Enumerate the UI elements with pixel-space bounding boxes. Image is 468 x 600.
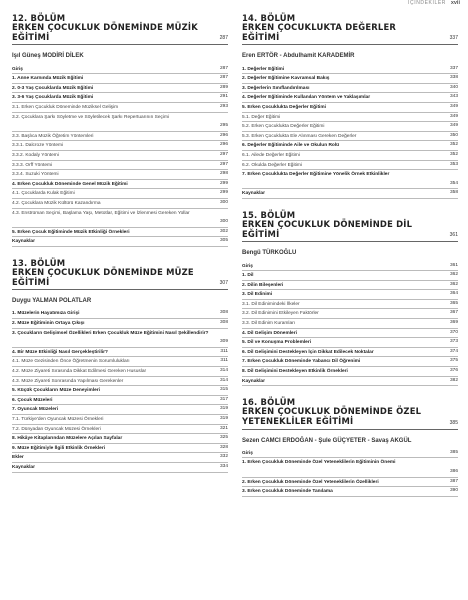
toc-entry[interactable]	[242, 122, 458, 132]
toc-entry-title: 6. Dil Gelişimini Destekleyen İçin Dikkat Edilecek Noktalar	[242, 349, 374, 355]
toc-entry[interactable]	[242, 478, 458, 488]
toc-entry[interactable]	[242, 271, 458, 281]
toc-entry[interactable]	[12, 113, 228, 132]
toc-entry-title: 5. Erken Çocuk Eğitiminde Müzik Etkinliği Örnekleri	[12, 229, 130, 235]
toc-entry-page: 349	[449, 122, 458, 131]
toc-entry-page: 385	[449, 449, 458, 458]
chapter-title-row	[12, 23, 228, 45]
chapter-number: 12. BÖLÜM	[12, 13, 66, 23]
toc-entry-title: 4. Dil Gelişim Dönemleri	[242, 330, 297, 336]
toc-entry[interactable]	[12, 309, 228, 319]
toc-entry-page: 296	[219, 132, 228, 141]
toc-entry-page: 367	[449, 309, 458, 318]
toc-entry-page: 354	[449, 179, 458, 189]
toc-entry-title: 3. Değerlerin Sınıflandırılması	[242, 85, 310, 91]
toc-entry[interactable]	[12, 141, 228, 151]
chapter-title: ERKEN ÇOCUKLUK DÖNEMİNDE MÜZE EĞİTİMİ	[12, 267, 194, 287]
toc-entry[interactable]	[12, 319, 228, 329]
toc-entry-title: 7.2. Dünyadan Oyuncak Müzesi Örnekleri	[12, 426, 101, 432]
page-number: xvii	[450, 0, 460, 6]
toc-entry-page: 315	[219, 386, 228, 395]
toc-entry[interactable]	[12, 415, 228, 425]
toc-entry-title: 4.1. Çocuklarda Kulak Eğitimi	[12, 191, 75, 197]
toc-entry-title: 2. Dilin Bileşenleri	[242, 282, 284, 288]
toc-entry[interactable]	[12, 199, 228, 209]
toc-entry-title: 3.2. Dil Edinimini Etkileyen Faktörler	[242, 311, 319, 317]
chapter-block	[242, 211, 458, 386]
toc-entry-title: 5.2. Erken Çocuklukta Değerler Eğitimi	[242, 124, 325, 130]
toc-entry[interactable]	[242, 338, 458, 348]
toc-entry[interactable]	[242, 377, 458, 387]
toc-entry-page: 350	[449, 132, 458, 141]
toc-entry-page: 337	[449, 65, 458, 74]
toc-entry[interactable]	[12, 357, 228, 367]
left-column	[12, 14, 228, 485]
toc-entry-title: 4.3. Müze Ziyareti Sonrasında Yapılması Gerekenler	[12, 378, 124, 384]
toc-entry-title: 6.2. Okulda Değerler Eğitimi	[242, 162, 302, 168]
toc-entry-page: 300	[219, 217, 228, 227]
toc-entry[interactable]	[242, 367, 458, 377]
toc-entry-title: 5. Erken Çocuklukta Değerler Eğitimi	[242, 104, 326, 110]
chapter-page: 361	[449, 232, 458, 239]
toc-entry[interactable]	[242, 309, 458, 319]
chapter-title-row	[242, 23, 458, 45]
toc-entry-title: 1. Erken Çocukluk Döneminde Özel Yeteneklilerin Eğitiminin Önemi	[242, 460, 396, 466]
toc-entry[interactable]	[12, 405, 228, 415]
toc-entry[interactable]	[12, 453, 228, 463]
toc-entry-page: 362	[449, 271, 458, 280]
toc-entry[interactable]	[12, 132, 228, 142]
toc-entry[interactable]	[242, 113, 458, 123]
toc-entry-page: 311	[219, 348, 228, 357]
chapter-page: 307	[219, 280, 228, 287]
toc-entry-page: 375	[449, 357, 458, 366]
chapter-authors: Işıl Güneş MODİRİ DİLEK	[12, 53, 84, 60]
toc-entry-page: 287	[219, 65, 228, 74]
toc-entry-page: 321	[219, 425, 228, 434]
toc-entry[interactable]	[242, 189, 458, 199]
chapter-title-row	[12, 268, 228, 290]
toc-entry-page: 287	[219, 74, 228, 83]
toc-entry-title: 3.3.3. Orff Yöntemi	[12, 162, 53, 168]
toc-entry-page: 298	[219, 170, 228, 179]
toc-entry[interactable]	[12, 377, 228, 387]
toc-entry[interactable]	[242, 103, 458, 113]
toc-entry-title: 5.1. Değer Eğitimi	[242, 114, 281, 120]
toc-entry-page: 352	[449, 141, 458, 150]
spacer	[12, 47, 228, 51]
toc-entry-page: 314	[219, 367, 228, 376]
chapter-page: 337	[449, 35, 458, 42]
spacer	[12, 292, 228, 296]
chapter-number: 13. BÖLÜM	[12, 257, 66, 268]
chapter-page: 385	[449, 419, 458, 426]
toc-entry-title: 4. Bir Müze Etkinliği Nasıl Gerçekleştirilir?	[12, 349, 108, 355]
toc-entry-title: 3. Dil Edinimi	[242, 292, 273, 298]
spacer	[242, 432, 458, 436]
toc-entry[interactable]	[12, 189, 228, 199]
chapter-title: ERKEN ÇOCUKLUK DÖNEMİNDE ÖZEL YETENEKLİLER EĞİTİMİ	[242, 406, 422, 427]
toc-entry-title: 5. Küçük Çocukların Müze Deneyimleri	[12, 388, 100, 394]
toc-entry-page: 293	[219, 103, 228, 112]
toc-entry-page: 308	[219, 319, 228, 328]
toc-entry-page: 296	[219, 141, 228, 150]
toc-entry-page: 376	[449, 367, 458, 376]
chapter-authors: Bengü TÜRKOĞLU	[242, 250, 297, 257]
toc-entry-page: 302	[219, 228, 228, 237]
toc-entry-title: 7.1. Türkiye'den Oyuncak Müzesi Örnekleri	[12, 417, 104, 422]
toc-entry[interactable]	[242, 74, 458, 84]
toc-entry-page: 311	[219, 357, 228, 366]
toc-entry[interactable]	[12, 93, 228, 103]
toc-entry-page: 317	[219, 396, 228, 405]
toc-entry-title: 3. Erken Çocukluk Döneminde Tanılama	[242, 489, 333, 495]
toc-entry[interactable]	[242, 281, 458, 291]
toc-entry[interactable]	[12, 237, 228, 247]
toc-entry[interactable]	[12, 367, 228, 377]
toc-entry[interactable]	[12, 396, 228, 406]
toc-entry[interactable]	[12, 434, 228, 444]
toc-entry-title: 3.1. Dil Edinimindeki İlkeler	[242, 301, 300, 307]
toc-entry[interactable]	[242, 319, 458, 329]
toc-entry-page: 374	[449, 348, 458, 357]
toc-entry[interactable]	[242, 290, 458, 300]
toc-entry-title: Ekler	[12, 455, 24, 461]
toc-entry-page: 299	[219, 189, 228, 198]
toc-entry[interactable]	[12, 425, 228, 435]
toc-entry-page: 382	[449, 377, 458, 386]
toc-entry[interactable]	[12, 228, 228, 238]
toc-entry[interactable]	[12, 151, 228, 161]
toc-entry-title: Kaynaklar	[12, 464, 35, 470]
toc-entry-title: Kaynaklar	[242, 378, 265, 384]
toc-entry[interactable]	[242, 348, 458, 358]
toc-entry[interactable]	[12, 386, 228, 396]
toc-entry[interactable]	[242, 141, 458, 151]
toc-entry-page: 361	[449, 262, 458, 271]
toc-entry-title: Giriş	[242, 263, 253, 269]
toc-entry[interactable]	[242, 84, 458, 94]
toc-entry[interactable]	[242, 449, 458, 459]
toc-entry[interactable]	[12, 348, 228, 358]
toc-entry[interactable]	[12, 65, 228, 75]
toc-entry-page: 325	[219, 434, 228, 443]
toc-entry-title: 2. Değerler Eğitimine Kavramsal Bakış	[242, 76, 330, 82]
toc-entry-page: 308	[219, 309, 228, 318]
chapter-number: 15. BÖLÜM	[242, 209, 296, 220]
toc-entry[interactable]	[242, 458, 458, 477]
toc-entry-title: 5. Dil ve Konuşma Problemleri	[242, 340, 312, 346]
toc-entry-title: 3.3. Başlıca Müzik Öğretim Yöntemleri	[12, 133, 94, 139]
toc-entry[interactable]	[242, 65, 458, 75]
toc-entry-page: 334	[219, 463, 228, 472]
toc-entry-page: 297	[219, 161, 228, 170]
toc-entry-title: 4.1. Müze Gezisinden Önce Öğretmenin Sorumlulukları	[12, 359, 130, 365]
toc-entry[interactable]	[12, 103, 228, 113]
chapter-authors: Sezen CAMCI ERDOĞAN - Şule GÜÇYETER - Savaş AKGÜL	[242, 437, 412, 444]
chapter-block	[12, 14, 228, 247]
chapter-page: 287	[219, 35, 228, 42]
toc-entry-title: 8. Dil Gelişimini Destekleyen Etkinlik Örnekleri	[242, 369, 348, 375]
toc-entry-title: 1. Dil	[242, 273, 254, 279]
toc-entry[interactable]	[242, 329, 458, 339]
toc-entry-title: Giriş	[12, 66, 23, 72]
toc-entry-page: 319	[219, 405, 228, 414]
running-header: İÇİNDEKİLER	[408, 0, 446, 6]
toc-entry-page: 291	[219, 93, 228, 102]
page-header	[0, 0, 468, 10]
toc-entry[interactable]	[12, 444, 228, 454]
toc-entry[interactable]	[242, 93, 458, 103]
toc-entry-page: 328	[219, 444, 228, 453]
toc-entry-page: 338	[449, 74, 458, 83]
toc-entry-page: 309	[219, 337, 228, 347]
toc-entry-page: 364	[449, 290, 458, 299]
toc-entry-title: 6. Çocuk Müzeleri	[12, 397, 53, 403]
toc-entry-page: 343	[449, 93, 458, 102]
toc-entry-page: 386	[449, 467, 458, 477]
chapter-authors: Duygu YALMAN POLATLAR	[12, 298, 92, 305]
toc-entry-page: 358	[449, 189, 458, 198]
toc-entry-page: 362	[449, 281, 458, 290]
toc-entry[interactable]	[12, 74, 228, 84]
toc-entry-title: 1. Müzelerin Hayatımıza Girişi	[12, 311, 80, 317]
toc-entry-page: 332	[219, 453, 228, 462]
toc-entry-page: 369	[449, 319, 458, 328]
chapter-title: ERKEN ÇOCUKLUK DÖNEMİNDE DİL EĞİTİMİ	[242, 219, 413, 239]
toc-entry-title: 6. Değerler Eğitiminde Aile ve Okulun Rolü	[242, 143, 340, 149]
toc-entry-title: 7. Erken Çocukluk Döneminde Yabancı Dil Öğrenimi	[242, 359, 361, 365]
toc-entry-page: 387	[449, 478, 458, 487]
toc-entry-page: 353	[449, 161, 458, 170]
toc-entry-title: 2. 0-3 Yaş Çocuklarda Müzik Eğitimi	[12, 85, 94, 91]
chapter-number: 16. BÖLÜM	[242, 397, 296, 408]
toc-entry[interactable]	[242, 487, 458, 497]
toc-entry-page: 289	[219, 84, 228, 93]
toc-entry[interactable]	[242, 262, 458, 272]
toc-entry-title: 4. Değerler Eğitiminde Kullanılan Yöntem ve Yaklaşımlar	[242, 95, 371, 101]
toc-entry-page: 305	[219, 237, 228, 246]
toc-entry-page: 349	[449, 103, 458, 112]
toc-entry-title: 3.1. Erken Çocukluk Döneminde Müziksel Gelişim	[12, 104, 119, 110]
toc-entry[interactable]	[242, 357, 458, 367]
toc-entry-title: 4.3. Enstrüman Seçimi, Başlama Yaşı, Metotlar, Eğitimi ve İzlenmesi Gereken Yollar	[12, 210, 190, 216]
toc-entry-page: 340	[449, 84, 458, 93]
toc-entry-title: 2. Erken Çocukluk Döneminde Özel Yeteneklilerin Özellikleri	[242, 479, 379, 485]
toc-entry-title: Kaynaklar	[242, 191, 265, 197]
chapter-title-row	[242, 220, 458, 242]
toc-entry[interactable]	[242, 170, 458, 189]
toc-entry-title: Giriş	[242, 450, 253, 456]
toc-entry[interactable]	[12, 84, 228, 94]
toc-entry[interactable]	[242, 132, 458, 142]
toc-entry-page: 299	[219, 180, 228, 189]
chapter-title-row	[242, 407, 458, 429]
toc-entry-title: 3.2. Çocuklara Şarkı Söyletme ve Söyletilecek Şarkı Repertuarının Seçimi	[12, 114, 170, 120]
toc-entry[interactable]	[242, 300, 458, 310]
toc-entry[interactable]	[242, 161, 458, 171]
toc-entry-title: 1. Değerler Eğitimi	[242, 66, 285, 72]
toc-entry-page: 365	[449, 300, 458, 309]
toc-entry-title: 1. Anne Karnında Müzik Eğitimi	[12, 76, 84, 82]
toc-entry-page: 314	[219, 377, 228, 386]
toc-entry[interactable]	[12, 180, 228, 190]
toc-entry[interactable]	[12, 329, 228, 348]
toc-entry-title: 5.3. Erken Çocuklukta Ele Alınması Gereken Değerler	[242, 133, 357, 139]
toc-entry-title: 3.3. Dil Edinim Kuramları	[242, 321, 296, 327]
chapter-title: ERKEN ÇOCUKLUKTA DEĞERLER EĞİTİMİ	[242, 22, 397, 42]
chapter-block	[242, 398, 458, 497]
toc-entry-title: 4.2. Çocuklara Müzik Kültürü Kazandırma	[12, 200, 101, 206]
toc-entry-page: 370	[449, 329, 458, 338]
chapter-block	[242, 14, 458, 199]
toc-entry-title: 4.2. Müze Ziyareti Sırasında Dikkat Edilmesi Gereken Hususlar	[12, 369, 147, 375]
toc-entry-page: 297	[219, 151, 228, 160]
toc-entry[interactable]	[12, 209, 228, 228]
toc-entry[interactable]	[12, 463, 228, 473]
toc-entry-title: 9. Müze Eğitimiyle İlgili Etkinlik Örnekleri	[12, 445, 106, 451]
toc-entry[interactable]	[12, 161, 228, 171]
chapter-title: ERKEN ÇOCUKLUK DÖNEMİNDE MÜZİK EĞİTİMİ	[12, 22, 198, 42]
toc-entry-title: 7. Oyuncak Müzeleri	[12, 407, 59, 413]
spacer	[242, 244, 458, 248]
toc-entry-title: 8. Hikâye Kitaplarından Müzelere Açılan Sayfalar	[12, 436, 123, 442]
toc-entry-title: Kaynaklar	[12, 239, 35, 245]
toc-entry[interactable]	[12, 170, 228, 180]
toc-entry-page: 295	[219, 121, 228, 131]
toc-entry-title: 2. Müze Eğitiminin Ortaya Çıkışı	[12, 321, 85, 327]
toc-entry-title: 3.3.4. Suzuki Yöntemi	[12, 172, 59, 178]
spacer	[242, 47, 458, 51]
toc-entry-page: 319	[219, 415, 228, 424]
toc-entry[interactable]	[242, 151, 458, 161]
chapter-number: 14. BÖLÜM	[242, 13, 296, 23]
toc-entry-title: 6.1. Ailede Değerler Eğitimi	[242, 152, 300, 158]
chapter-block	[12, 259, 228, 473]
toc-entry-page: 300	[219, 199, 228, 208]
chapter-authors: Eren ERTÖR - Abdulhamit KARADEMİR	[242, 53, 355, 60]
toc-entry-page: 352	[449, 151, 458, 160]
toc-entry-page: 373	[449, 338, 458, 347]
toc-entry-title: 4. Erken Çocukluk Döneminde Genel Müzik Eğitimi	[12, 181, 128, 187]
right-column	[242, 14, 458, 509]
toc-entry-page: 349	[449, 113, 458, 122]
toc-entry-title: 3. 3-6 Yaş Çocuklarda Müzik Eğitimi	[12, 95, 94, 101]
toc-entry-title: 3. Çocukların Gelişimsel Özellikleri Erken Çocukluk Müze Eğitimini Nasıl Şekillendirir?	[12, 330, 209, 336]
toc-entry-title: 3.3.1. Dalcroze Yöntemi	[12, 143, 64, 149]
toc-entry-page: 390	[449, 487, 458, 496]
toc-entry-title: 7. Erken Çocuklukta Değerler Eğitimine Yönelik Örnek Etkinlikler	[242, 172, 390, 178]
toc-entry-title: 3.3.2. Kodaly Yöntemi	[12, 152, 59, 158]
